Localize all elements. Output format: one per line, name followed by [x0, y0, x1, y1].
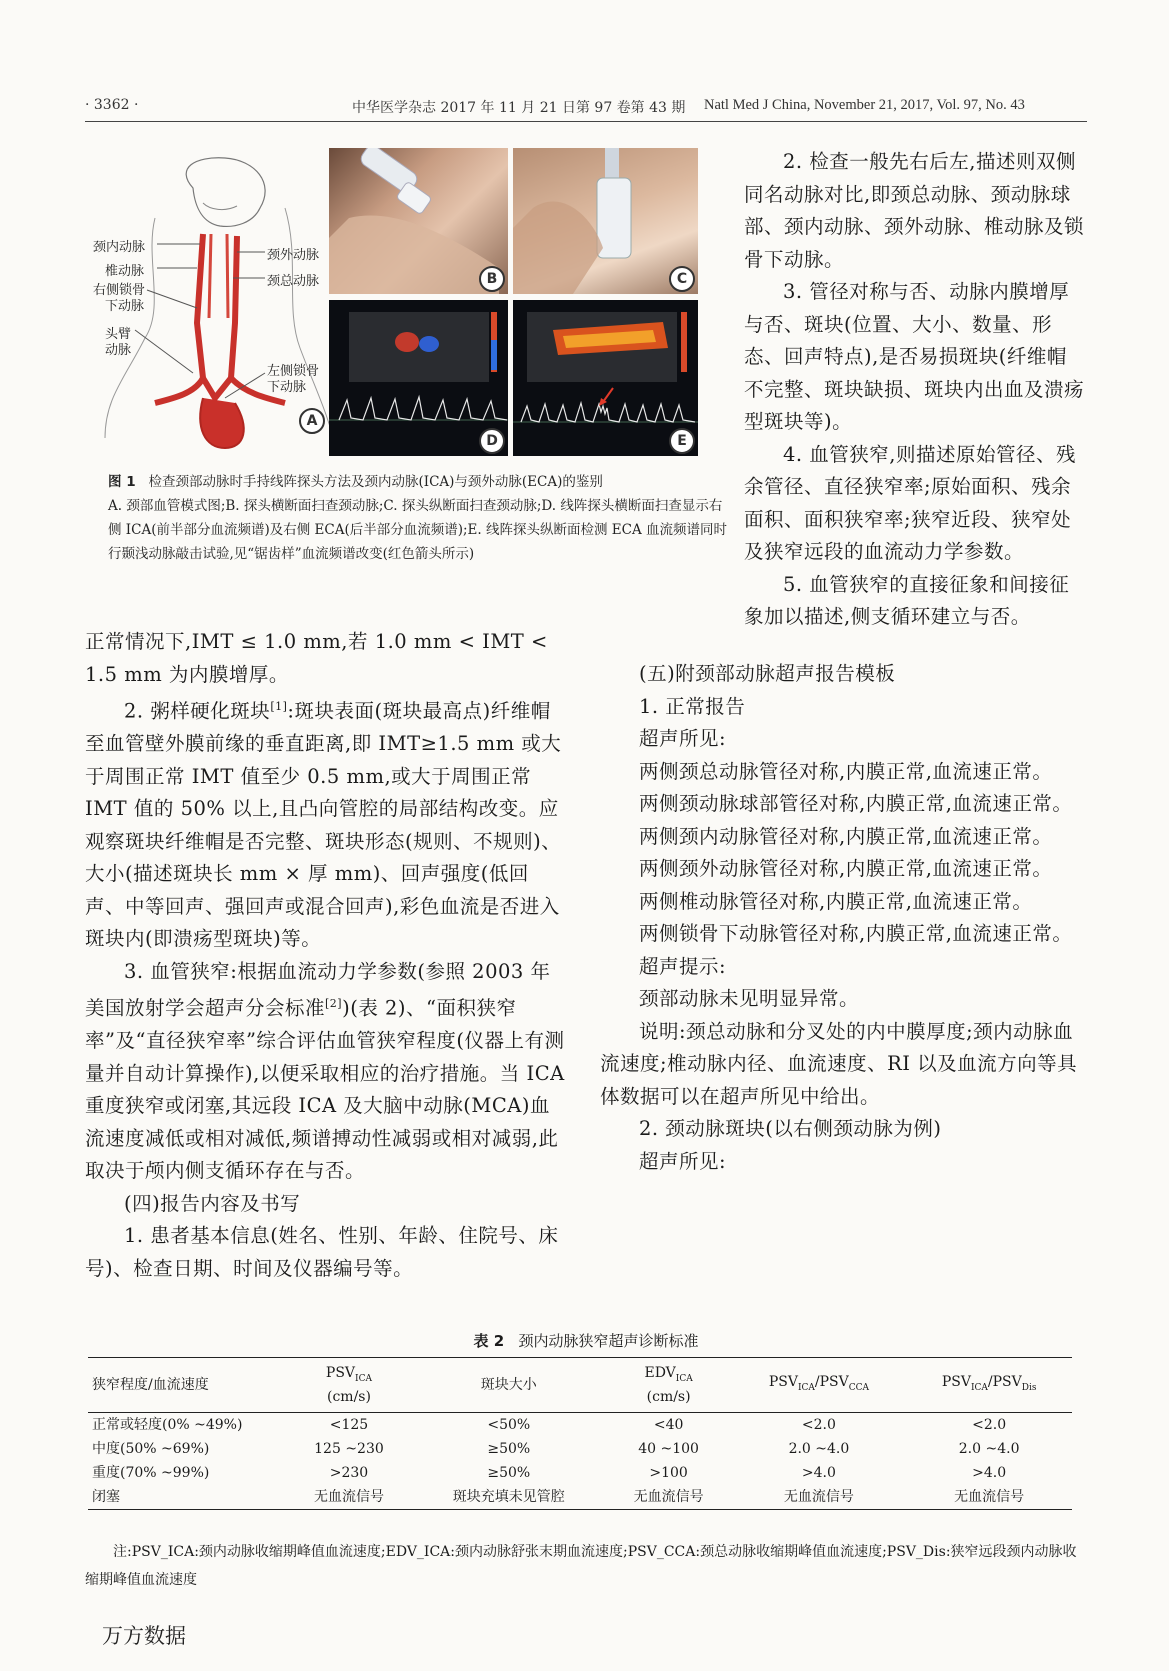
journal-header-cn: 中华医学杂志 2017 年 11 月 21 日第 97 卷第 43 期: [352, 100, 686, 116]
table-cell: <125: [329, 1416, 369, 1433]
col-header-edv-ica: $EDV_{ICA}$ (cm/s): [644, 1365, 693, 1405]
panel-a-diagram: [85, 148, 341, 456]
table-row: [88, 1461, 1072, 1485]
table-cell: >230: [329, 1464, 369, 1481]
figure-caption: [108, 470, 733, 566]
figure-caption-title-line: [108, 470, 733, 494]
col-header-psv-ratio-dis: $PSV_{ICA}/PSV_{Dis}$: [941, 1374, 1037, 1393]
normal-report-heading: 1. 正常报告: [639, 694, 746, 718]
header-rule: [85, 121, 1087, 122]
panel-d-ultrasound: [329, 300, 508, 456]
col-header-grade: 狭窄程度/血流速度: [92, 1376, 209, 1393]
paragraph-stenosis-desc: 4. 血管狭窄,则描述原始管径、残余管径、直径狭窄率;原始面积、残余面积、面积狭窄率;狭窄近段、狭窄处及狭窄远段的血流动力学参数。: [744, 442, 1077, 563]
table-cell: 重度(70% ~99%): [92, 1464, 210, 1481]
watermark-text: 万方数据: [102, 1624, 186, 1648]
impression-label: 超声提示:: [639, 954, 727, 978]
table-title: 颈内动脉狭窄超声诊断标准: [518, 1332, 699, 1350]
table-row: [88, 1485, 1072, 1509]
table-cell: 闭塞: [92, 1488, 120, 1505]
plaque-report-heading: 2. 颈动脉斑块(以右侧颈动脉为例): [639, 1117, 942, 1140]
table-header-row: [88, 1358, 1072, 1412]
journal-header-en: Natl Med J China, November 21, 2017, Vol. 97, No. 43: [704, 97, 1025, 113]
section-heading-template: (五)附颈部动脉超声报告模板: [639, 662, 896, 685]
panel-letter-e: E: [669, 428, 695, 454]
right-column-top: [744, 146, 1084, 634]
table-cell: <40: [653, 1416, 684, 1433]
paragraph-stenosis: [85, 956, 565, 1188]
table-cell: <2.0: [801, 1416, 836, 1433]
table-number: 表 2: [473, 1332, 505, 1350]
plaque-heading: 2. 粥样硬化斑块: [124, 699, 271, 723]
paragraph-patient-info: 1. 患者基本信息(姓名、性别、年龄、住院号、床号)、检查日期、时间及仪器编号等。: [85, 1224, 559, 1280]
stenosis-heading: 3. 血管狭窄:根据血流动力学参数(参照 2003 年美国放射学会超声分会标准: [85, 959, 551, 1020]
citation-1: [1]: [270, 700, 288, 713]
table-cell: <50%: [487, 1416, 531, 1433]
col-header-psv-ica: $PSV_{ICA}$ (cm/s): [325, 1365, 372, 1405]
label-left-subclavian-2: 下动脉: [267, 380, 307, 395]
table-cell: <2.0: [972, 1416, 1007, 1433]
table-row: [88, 1412, 1072, 1437]
panel-b-photo: [329, 148, 508, 294]
paragraph-check-order: 2. 检查一般先右后左,描述则双侧同名动脉对比,即颈总动脉、颈动脉球部、颈内动脉、颈外动脉、椎动脉及锁骨下动脉。: [744, 150, 1085, 271]
table-cell: 无血流信号: [633, 1488, 704, 1505]
explanation: 说明:颈总动脉和分叉处的内中膜厚度;颈内动脉血流速度;椎动脉内径、血流速度、RI 以及血流方向等具体数据可以在超声所见中给出。: [600, 1019, 1078, 1108]
table-cell: >4.0: [801, 1464, 836, 1481]
stenosis-criteria-table: [88, 1358, 1072, 1509]
citation-2: [2]: [325, 997, 343, 1010]
paragraph-stenosis-signs: 5. 血管狭窄的直接征象和间接征象加以描述,侧支循环建立与否。: [744, 572, 1070, 628]
table-cell: 2.0 ~4.0: [788, 1440, 850, 1457]
section-heading-report: (四)报告内容及书写: [124, 1191, 301, 1215]
col-header-plaque-size: 斑块大小: [480, 1376, 537, 1393]
figure-1: [85, 148, 740, 460]
table-cell: ≥50%: [487, 1464, 531, 1481]
panel-letter-b: B: [479, 266, 505, 292]
table-cell: 无血流信号: [783, 1488, 854, 1505]
finding-bulb: 两侧颈动脉球部管径对称,内膜正常,血流速正常。: [639, 792, 1073, 815]
table-cell: >100: [649, 1464, 688, 1481]
paragraph-plaque: [85, 691, 565, 956]
impression-text: 颈部动脉未见明显异常。: [639, 987, 860, 1010]
label-ica: 颈内动脉: [93, 240, 146, 255]
stenosis-body: )(表 2)、“面积狭窄率”及“直径狭窄率”综合评估血管狭窄程度(仪器上有测量并自动计算操作),以便采取相应的治疗措施。当 ICA 重度狭窄或闭塞,其远段 ICA 及大脑中动脉(MCA)血流速度减低或相对减低,频谱搏动性减弱或相对减弱,此取决于颅内侧支循环存在与否。: [85, 996, 565, 1182]
findings-label-2: 超声所见:: [639, 1149, 727, 1173]
finding-vertebral: 两侧椎动脉管径对称,内膜正常,血流速正常。: [639, 889, 1033, 913]
table-cell: ≥50%: [487, 1440, 531, 1457]
table-cell: 无血流信号: [313, 1488, 384, 1505]
label-right-subclavian-2: 下动脉: [105, 299, 145, 314]
finding-subclavian: 两侧锁骨下动脉管径对称,内膜正常,血流速正常。: [639, 922, 1073, 945]
left-column: [85, 626, 565, 1285]
label-vertebral: 椎动脉: [105, 264, 145, 279]
panel-letter-a: A: [299, 408, 325, 434]
panel-c-photo: [513, 148, 698, 294]
table-2-title: [85, 1330, 1087, 1351]
figure-caption-body: A. 颈部血管模式图;B. 探头横断面扫查颈动脉;C. 探头纵断面扫查颈动脉;D. 线阵探头横断面扫查显示右侧 ICA(前半部分血流频谱)及右侧 ECA(后半部分血流频谱);E. 线阵探头纵断面检测 ECA 血流频谱同时行颞浅动脉敲击试验,见“锯齿样”血流频谱改变(红色箭头所示): [108, 498, 727, 562]
col-header-psv-ratio-cca: $PSV_{ICA}/PSV_{CCA}$: [768, 1374, 870, 1393]
table-cell: 40 ~100: [638, 1440, 699, 1457]
label-right-subclavian-1: 右侧锁骨: [93, 283, 146, 298]
label-left-subclavian-1: 左侧锁骨: [267, 364, 320, 379]
label-brachiocephalic-1: 头臂: [105, 327, 132, 342]
table-cell: 2.0 ~4.0: [958, 1440, 1020, 1457]
panel-letter-d: D: [479, 428, 505, 454]
finding-cca: 两侧颈总动脉管径对称,内膜正常,血流速正常。: [639, 759, 1053, 783]
table-cell: >4.0: [972, 1464, 1007, 1481]
figure-number: 图 1: [108, 474, 136, 490]
table-cell: 正常或轻度(0% ~49%): [92, 1416, 243, 1433]
finding-eca: 两侧颈外动脉管径对称,内膜正常,血流速正常。: [639, 857, 1053, 880]
label-brachiocephalic-2: 动脉: [105, 343, 132, 358]
figure-caption-title: 检查颈部动脉时手持线阵探头方法及颈内动脉(ICA)与颈外动脉(ECA)的鉴别: [148, 474, 603, 490]
finding-ica: 两侧颈内动脉管径对称,内膜正常,血流速正常。: [639, 824, 1053, 848]
table-cell: 无血流信号: [954, 1488, 1025, 1505]
table-cell: 中度(50% ~69%): [92, 1440, 210, 1457]
ultrasound-longitudinal-image: [513, 300, 698, 456]
plaque-body: :斑块表面(斑块最高点)纤维帽至血管壁外膜前缘的垂直距离,即 IMT≥1.5 mm 或大于周围正常 IMT 值至少 0.5 mm,或大于周围正常 IMT 值的 50% 以上,且凸向管腔的局部结构改变。应观察斑块纤维帽是否完整、斑块形态(规则、不规则)、大小(描述斑块长 mm × 厚 mm)、回声强度(低回声、中等回声、强回声或混合回声),彩色血流是否进入斑块内(即溃疡型斑块)等。: [85, 699, 562, 950]
findings-label: 超声所见:: [639, 727, 727, 750]
table-cell: 125 ~230: [314, 1440, 384, 1457]
paragraph-vessel-symmetry: 3. 管径对称与否、动脉内膜增厚与否、斑块(位置、大小、数量、形态、回声特点),是否易损斑块(纤维帽不完整、斑块缺损、斑块内出血及溃疡型斑块等)。: [744, 280, 1085, 433]
table-note: 注:PSV_ICA:颈内动脉收缩期峰值血流速度;EDV_ICA:颈内动脉舒张末期血流速度;PSV_CCA:颈总动脉收缩期峰值血流速度;PSV_Dis:狭窄远段颈内动脉收缩期峰值血流速度: [85, 1544, 1077, 1588]
right-column: [600, 658, 1084, 1178]
table-cell: 斑块充填未见管腔: [452, 1488, 565, 1505]
page-number: · 3362 ·: [85, 97, 139, 113]
table-2: [88, 1357, 1072, 1510]
table-row: [88, 1437, 1072, 1461]
label-cca: 颈总动脉: [267, 274, 320, 289]
panel-e-ultrasound: [513, 300, 698, 456]
label-eca: 颈外动脉: [267, 248, 320, 263]
panel-letter-c: C: [669, 266, 695, 292]
paragraph-imt-normal: 正常情况下,IMT ≤ 1.0 mm,若 1.0 mm < IMT < 1.5 mm 为内膜增厚。: [85, 630, 548, 686]
